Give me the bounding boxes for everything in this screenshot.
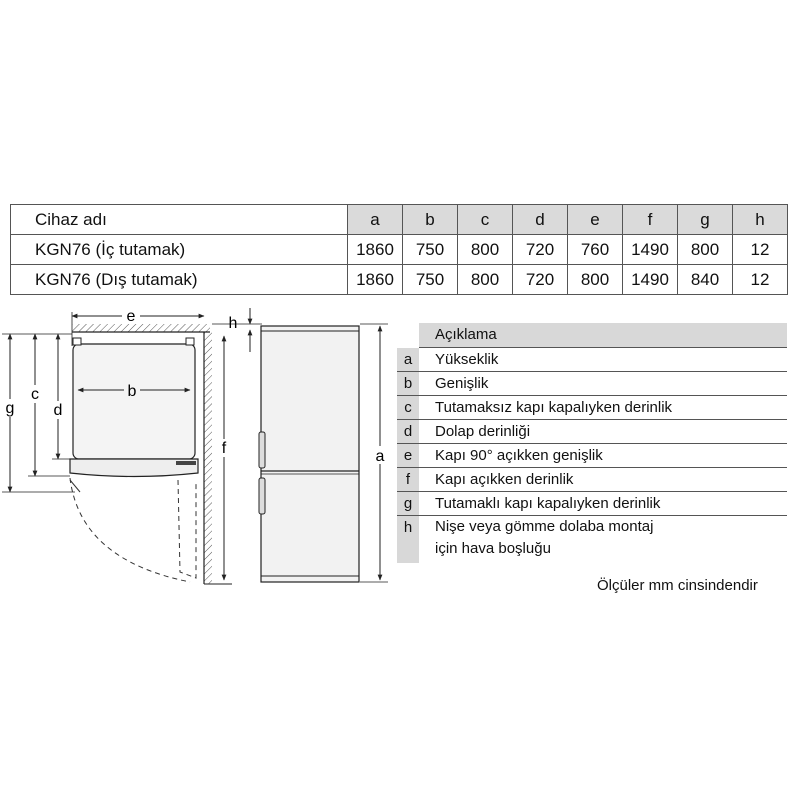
legend-text: Tutamaklı kapı kapalıyken derinlik <box>435 495 661 512</box>
legend-item <box>397 444 787 468</box>
legend-key: c <box>397 396 419 419</box>
table-cell: 800 <box>678 235 733 265</box>
units-footnote: Ölçüler mm cinsindendir <box>597 577 758 594</box>
legend-text: Dolap derinliği <box>435 423 531 440</box>
table-cell: 760 <box>568 235 623 265</box>
header-col: c <box>458 205 513 235</box>
legend-text: Genişlik <box>435 375 489 392</box>
fridge-body-top <box>73 344 195 459</box>
legend-key: g <box>397 492 419 515</box>
legend-key: d <box>397 420 419 443</box>
handle-upper <box>259 432 265 468</box>
row-device-name: KGN76 (Dış tutamak) <box>11 265 348 295</box>
label-b: b <box>127 383 137 400</box>
table-cell: 1860 <box>348 235 403 265</box>
legend-item <box>397 396 787 420</box>
legend-key: f <box>397 468 419 491</box>
table-cell: 12 <box>733 235 788 265</box>
legend-text-line1: Nişe veya gömme dolaba montaj <box>435 518 654 535</box>
legend-item <box>397 372 787 396</box>
table-cell: 1860 <box>348 265 403 295</box>
legend-key: a <box>397 348 419 371</box>
label-g: g <box>5 400 15 417</box>
legend-text: Kapı açıkken derinlik <box>435 471 574 488</box>
legend-item <box>397 468 787 492</box>
legend <box>397 323 787 563</box>
header-col: a <box>348 205 403 235</box>
legend-text: Yükseklik <box>435 351 499 368</box>
door-open-dashed <box>178 480 196 578</box>
label-f: f <box>221 440 227 457</box>
header-col: b <box>403 205 458 235</box>
side-view <box>212 308 388 582</box>
door-handle-top <box>176 461 196 465</box>
header-col: d <box>513 205 568 235</box>
door-swing-arc <box>70 478 190 582</box>
fridge-front <box>261 326 359 582</box>
table-cell: 750 <box>403 235 458 265</box>
legend-text: Tutamaksız kapı kapalıyken derinlik <box>435 399 673 416</box>
header-device-name: Cihaz adı <box>11 205 348 235</box>
legend-item <box>397 516 787 563</box>
legend-title: Açıklama <box>419 323 787 348</box>
legend-text: Kapı 90° açıkken genişlik <box>435 447 603 464</box>
wall-top-hatch <box>72 324 210 332</box>
label-e: e <box>126 308 136 325</box>
handle-lower <box>259 478 265 514</box>
hinge-left <box>73 338 81 345</box>
table-cell: 720 <box>513 235 568 265</box>
legend-key: e <box>397 444 419 467</box>
table-cell: 800 <box>458 235 513 265</box>
legend-key: b <box>397 372 419 395</box>
top-view <box>2 306 232 584</box>
table-cell: 720 <box>513 265 568 295</box>
label-d: d <box>53 402 63 419</box>
legend-key: h <box>397 516 419 563</box>
header-col: g <box>678 205 733 235</box>
label-h: h <box>228 315 238 332</box>
legend-item <box>397 492 787 516</box>
label-c: c <box>31 386 39 403</box>
header-col: f <box>623 205 678 235</box>
legend-text-line2: için hava boşluğu <box>435 540 551 557</box>
legend-text <box>419 516 787 563</box>
legend-item <box>397 420 787 444</box>
table-cell: 1490 <box>623 235 678 265</box>
table-cell: 1490 <box>623 265 678 295</box>
wall-right-hatch <box>204 332 212 584</box>
table-cell: 12 <box>733 265 788 295</box>
row-device-name: KGN76 (İç tutamak) <box>11 235 348 265</box>
table-cell: 840 <box>678 265 733 295</box>
hinge-right <box>186 338 194 345</box>
label-a: a <box>375 448 385 465</box>
table-cell: 800 <box>568 265 623 295</box>
hinge-pivot <box>70 480 80 492</box>
header-col: e <box>568 205 623 235</box>
table-cell: 750 <box>403 265 458 295</box>
header-col: h <box>733 205 788 235</box>
legend-item <box>397 348 787 372</box>
table-cell: 800 <box>458 265 513 295</box>
